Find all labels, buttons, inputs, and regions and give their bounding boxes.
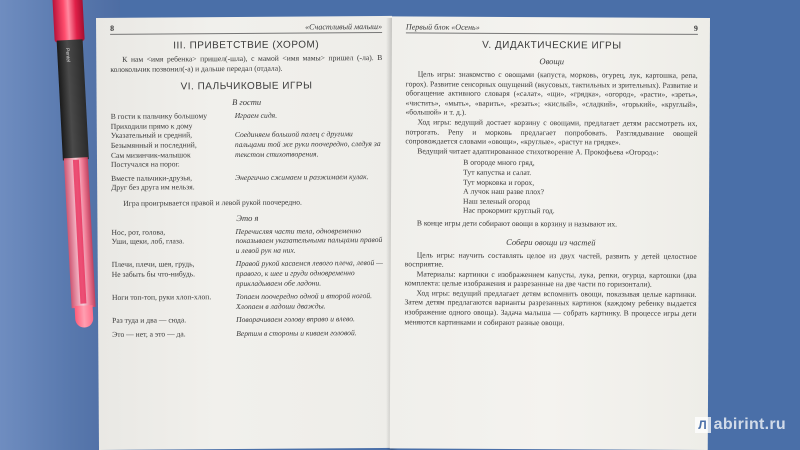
watermark-logo-icon: Л (695, 417, 711, 433)
poem-line: Тут морковка и горох, (463, 177, 535, 187)
game-parts-title: Собери овощи из частей (506, 236, 596, 247)
left-running-title: «Счастливый малыш» (305, 22, 383, 32)
verse-row (111, 110, 383, 169)
game-parts-goal: Цель игры: научить составлять целое из двух частей, развить у детей целостное восприятие. (404, 249, 697, 269)
pen-tip (75, 305, 94, 328)
verse-row (112, 328, 384, 339)
game-its-me-rows (111, 226, 384, 340)
game-guests-note: Игра проигрывается правой и левой рукой поочередно. (123, 197, 302, 208)
left-running-head (110, 22, 382, 35)
verse-line: Ноги топ-топ, руки хлоп-хлоп. (111, 292, 212, 302)
verse-line: Раз туда и два — сюда. (112, 315, 187, 326)
verse-line: Вместе пальчики-друзья, (111, 173, 193, 183)
game-parts-course: Ход игры: ведущий предлагает детям вспомнить овощи, показывая целые картинки. Затем детям предлагаются варианты разрезанных картинок (каждому ребенку выдается изображение одного овоща). Задача малыша — собрать картинку. В процессе игры дети меняются картинками и собирают разные овощи. (404, 288, 697, 327)
poem-line: В огороде много гряд, (463, 158, 535, 168)
poem-ogorod (463, 158, 697, 217)
verse-line: Постучался на порог. (110, 159, 180, 170)
game-its-me-title: Это я (236, 212, 259, 223)
verse-row (111, 226, 383, 257)
verse-line: Приходили прямо к дому (110, 121, 193, 131)
verse-row (111, 172, 383, 193)
right-page-number: 9 (693, 23, 698, 33)
poem-line: Нас прокормит круглый год. (462, 206, 555, 216)
right-running-head (406, 22, 698, 35)
verse-line: Сам мизинчик-малышок (110, 149, 191, 160)
greeting-text: К нам <имя ребенка> пришел(-шла), с мамой <имя мамы> пришел (-ла). В колокольчик позвонил(-а) и дальше передал (отдала). (110, 53, 383, 74)
verse-line: Указательный и средний, (110, 130, 193, 141)
movement-instructions: Топаем поочередно одной и второй ногой. Хлопаем в ладоши дважды. (235, 291, 373, 311)
right-running-title: Первый блок «Осень» (405, 22, 480, 32)
verse-lines (112, 329, 236, 339)
game-vegetables-reading: Ведущий читает адаптированное стихотворение А. Прокофьева «Огород»: (417, 146, 659, 157)
game-vegetables-title: Овощи (539, 56, 565, 67)
verse-line: Плечи, плечи, шея, грудь, (111, 259, 195, 270)
movement-instructions: Правой рукой касаемся левого плеча, левой — правого, к шее и груди одновременно прикладываем обе ладони. (235, 258, 383, 288)
verse-row (112, 291, 384, 312)
verse-lines (112, 315, 236, 325)
pen-body (57, 39, 89, 160)
section-3-heading: III. ПРИВЕТСТВИЕ (ХОРОМ) (173, 39, 320, 52)
movement-instructions: Играем сидя. Соединяем большой палец с другими пальцами той же руки поочередно, следуя за текстом стихотворения. (234, 110, 381, 159)
poem-line: Наш зеленый огород (463, 196, 531, 206)
verse-line: Уши, щеки, лоб, глаза. (111, 236, 185, 247)
verse-line: Это — нет, а это — да. (112, 329, 186, 339)
movement-instructions: Вертим в стороны и киваем головой. (236, 328, 357, 338)
pen-cap (52, 0, 85, 43)
poem-line: Тут капустка и салат. (463, 167, 532, 178)
section-5-heading: V. ДИДАКТИЧЕСКИЕ ИГРЫ (482, 39, 622, 52)
verse-line: Нос, рот, голова, (111, 227, 166, 237)
verse-line: Безымянный и последний, (110, 140, 197, 150)
verse-lines (111, 173, 235, 193)
movement-instructions: Энергично сжимаем и разжимаем кулак. (235, 171, 369, 182)
pen-brand-label: Pentel (64, 47, 71, 63)
game-parts-materials: Материалы: картинки с изображением капусты, лука, репки, огурца, картошки (два комплекта: целые изображения и разрезанные на две части по горизонтали). (404, 269, 697, 289)
verse-lines (112, 259, 236, 289)
movement-instructions: Перечисляя части тела, одновременно показываем указательными пальцами правой и левой рук на них. (235, 225, 383, 255)
verse-lines (111, 227, 235, 257)
game-vegetables-end: В конце игры дети собирают овощи в корзину и называют их. (416, 218, 618, 229)
verse-row (112, 258, 384, 289)
left-page-number: 8 (110, 23, 115, 33)
left-page (96, 16, 395, 450)
verse-row (112, 314, 384, 325)
verse-line: В гости к пальчику большому (110, 111, 208, 122)
verse-line: Не забыть бы что-нибудь. (111, 269, 196, 279)
section-6-heading: VI. ПАЛЬЧИКОВЫЕ ИГРЫ (180, 80, 313, 93)
game-guests-title: В гости (232, 97, 262, 108)
watermark (695, 416, 786, 434)
game-vegetables-goal: Цель игры: знакомство с овощами (капуста, морковь, огурец, лук, картошка, репа, горох). Развитие сенсорных ощущений (вкусовых, тактильных и зрительных). Развитие и обогащение активного словаря («салат», «щи», «грядка», «огород», «расти», «зреть», «чистить», «мыть», «варить», «резать»; «кислый», «сладкий», «горький», «круглый», «большой» и т. д.). (405, 69, 698, 118)
movement-instructions: Поворачиваем голову вправо и влево. (236, 314, 355, 325)
verse-line: Друг без друга им нельзя. (111, 182, 195, 193)
verse-lines (112, 292, 236, 312)
watermark-text: abirint.ru (713, 416, 786, 433)
game-guests-rows (111, 110, 384, 193)
poem-line: А лучок наш разве плох? (463, 186, 545, 197)
right-page (390, 16, 710, 450)
verse-lines (111, 111, 235, 169)
game-vegetables-course: Ход игры: ведущий достает корзину с овощами, предлагает детям рассмотреть их, потрогать. Репу и морковь предлагает попробовать. Разглядывание овощей сопровождается словами «овощи», «круглые», «растут на грядке». (405, 117, 698, 147)
